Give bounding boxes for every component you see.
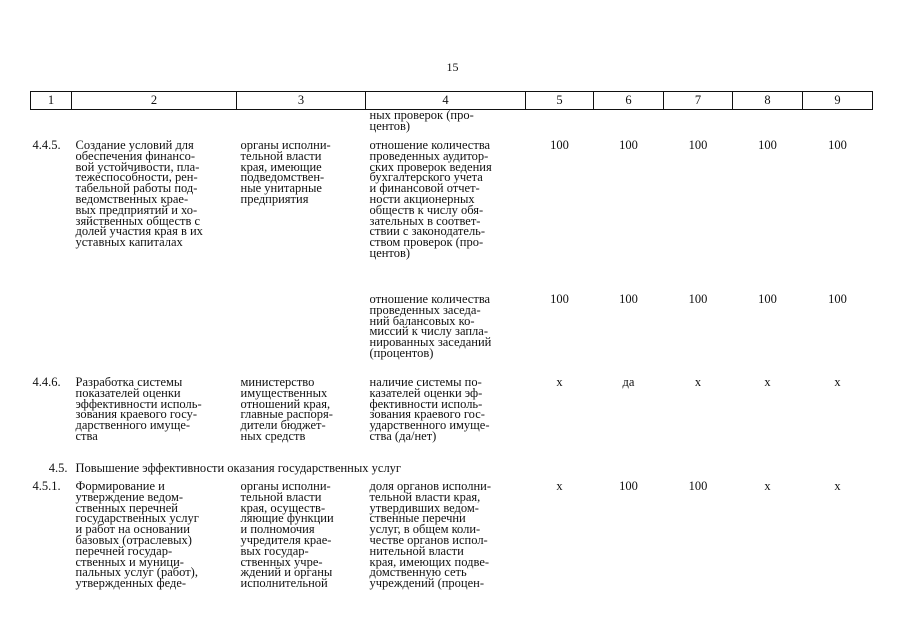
measure-cell: Разработка системы показателей оценки эффективности исполь- зования краевого госу- дарственного имуще- ства [75,377,202,443]
continuation-row [31,110,873,141]
header-cell-6: 6 [594,92,664,110]
header-cell-3: 3 [237,92,366,110]
value-cell: х [834,377,841,389]
header-cell-7: 7 [664,92,733,110]
table-row [31,481,873,611]
measure-cell [72,294,237,377]
indicators-table [30,91,873,611]
header-cell-5: 5 [526,92,594,110]
executor-cell: министерство имущественных отношений края, главные распоря- дители бюджет- ных средств [240,377,333,443]
value-cell: 100 [828,294,847,306]
row-number [31,294,72,377]
header-cell-1: 1 [31,92,72,110]
header-cell-9: 9 [803,92,873,110]
value-cell: 100 [828,140,847,152]
value-cell: 100 [758,140,777,152]
value-cell: 100 [688,140,708,152]
row-number: 4.5.1. [32,481,61,493]
value-cell: х [834,481,841,493]
header-cell-8: 8 [733,92,803,110]
header-cell-4: 4 [366,92,526,110]
table-row [31,377,873,461]
table-row [31,140,873,294]
value-cell: х [556,481,563,493]
indicator-cell: доля органов исполни- тельной власти края, утвердивших ведом- ственные перечни услуг, в общем коли- честве органов испол- нительной власти края, имеющих подве- домственную сеть учреждений (процен- [369,481,491,591]
indicator-cell: отношение количества проведенных заседа- ний балансовых ко- миссий к числу запла- нированных заседаний (процентов) [369,294,492,360]
value-cell: 100 [550,294,569,306]
value-cell: 100 [550,140,569,152]
value-cell: 100 [619,481,638,493]
executor-cell [237,294,366,377]
value-cell: 100 [619,140,638,152]
executor-cell: органы исполни- тельной власти края, имеющие подведомствен- ные унитарные предприятия [240,140,331,206]
section-number: 4.5. [48,461,68,475]
row-number: 4.4.6. [32,377,61,389]
row-number: 4.4.5. [32,140,61,152]
value-cell: х [764,377,771,389]
value-cell: х [556,377,563,389]
value-cell: 100 [688,294,708,306]
value-cell: да [622,377,635,389]
executor-cell: органы исполни- тельной власти края, осуществ- ляющие функции и полномочия учредителя крае- вых государ- ственных учре- ждений и органы исполнительной [240,481,334,591]
header-cell-2: 2 [72,92,237,110]
value-cell: 100 [619,294,638,306]
value-cell: 100 [688,481,708,493]
measure-cell: Формирование и утверждение ведом- ственных перечней государственных услуг и работ на основании базовых (отраслевых) перечней государ- ственных и муници- пальных услуг (работ), утвержденных феде- [75,481,199,591]
indicator-cell: отношение количества проведенных аудитор- ских проверок ведения бухгалтерского учета и финансовой отчет- ности акционерных обществ к числу обя- зательных в соответ- ствии с законодатель- ством проверок (про- центов) [369,140,492,260]
table-row [31,294,873,377]
page-number: 15 [446,60,459,74]
value-cell: 100 [758,294,777,306]
indicator-cell: наличие системы по- казателей оценки эф- фективности исполь- зования краевого гос- ударственного имуще- ства (да/нет) [369,377,490,443]
measure-cell: Создание условий для обеспечения финансо- вой устойчивости, пла- тежеспособности, рен- табельной работы под- ведомственных крае- вых предприятий и хо- зяйственных обществ с долей участия края в их уставных капиталах [75,140,203,250]
value-cell: х [764,481,771,493]
value-cell: х [694,377,702,389]
section-title: Повышение эффективности оказания государственных услуг [75,461,402,475]
header-row [31,92,873,110]
section-row [31,461,873,481]
continuation-indicator: ных проверок (про- центов) [369,109,474,133]
